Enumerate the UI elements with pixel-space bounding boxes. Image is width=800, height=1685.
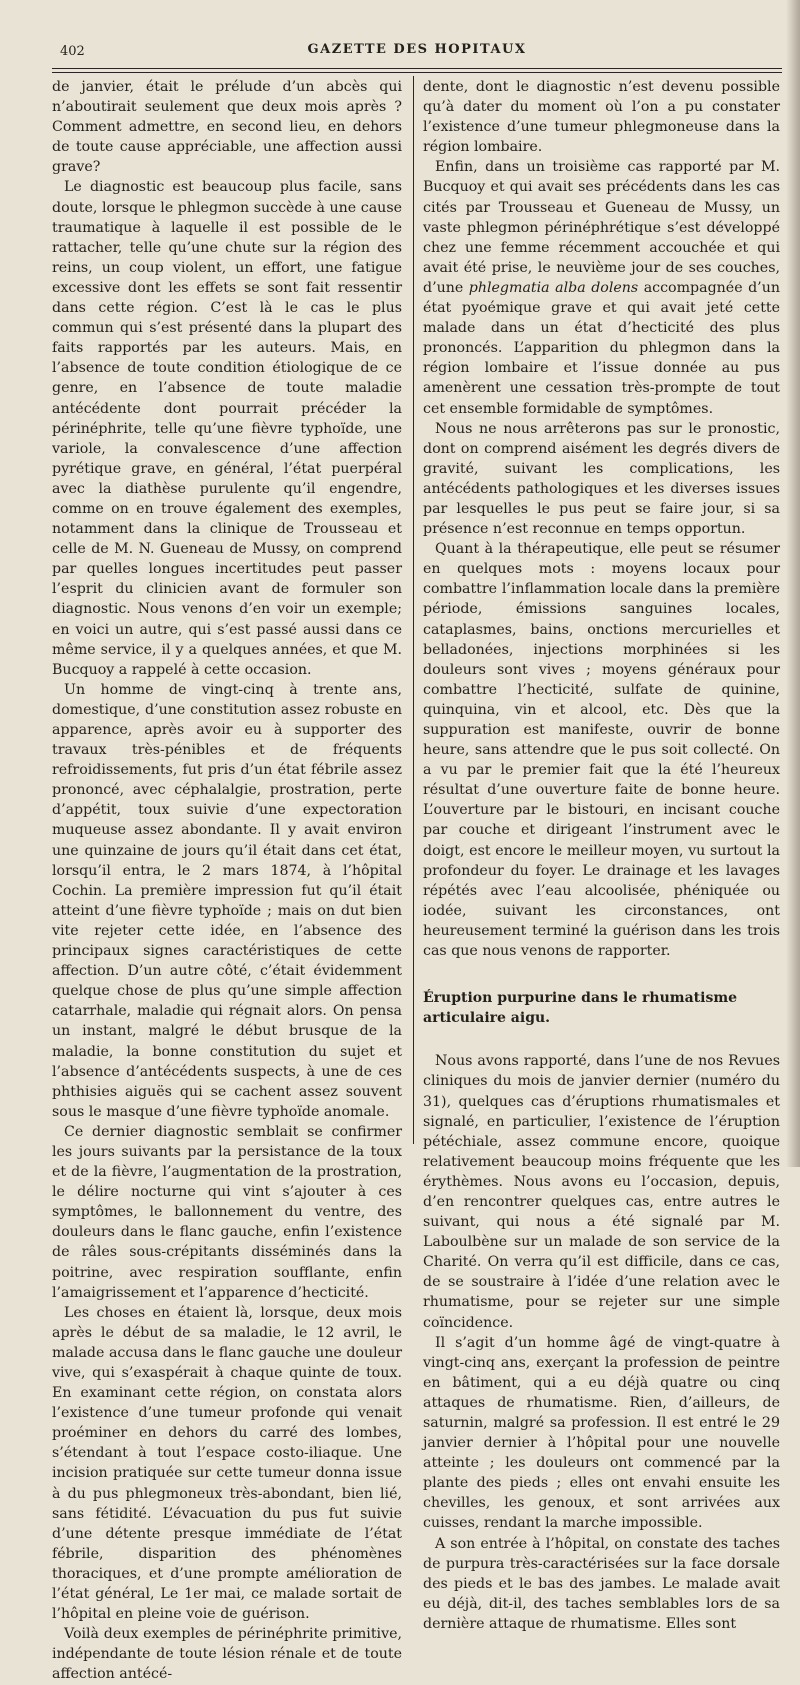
paragraph: A son entrée à l’hôpital, on constate des taches de purpura très-caractérisées sur la face dorsale des pieds et le bas des jambes. Le malade avait eu déjà, dit-il, des taches semblables lors de sa dernière attaque de rhumatisme. Elles sont (423, 1535, 780, 1632)
paragraph-text: Enfin, dans un troisième cas rapporté par M. Bucquoy et qui avait ses précédents dans les cas cités par Trousseau et Gueneau de Mussy, un vaste phlegmon périnéphrétique s’est développé chez une femme récemment accouchée et qui avait été prise, le neuvième jour de ses couches, d’une (423, 159, 780, 296)
paragraph: Un homme de vingt-cinq à trente ans, domestique, d’une constitution assez robuste en apparence, après avoir eu à supporter des travaux très-pénibles et de fréquents refroidissements, fut pris d’un état fébrile assez prononcé, avec céphalalgie, prostration, perte d’appétit, toux suivie d’une expectoration muqueuse assez abondante. Il y avait environ une quinzaine de jours qu’il était dans cet état, lorsqu’il entra, le 2 mars 1874, à l’hôpital Cochin. La première impression fut qu’il était atteint d’une fièvre typhoïde ; mais on dut bien vite rejeter cette idée, en l’absence des principaux signes caractéristiques de cette affection. D’un autre côté, c’était évidemment quelque chose de plus qu’une simple affection catarrhale, maladie qui régnait alors. On pensa un instant, malgré le début brusque de la maladie, la bonne constitution du sujet et l’absence d’antécédents suspects, à une de ces phthisies aiguës qui se cachent assez souvent sous le masque d’une fièvre typhoïde anomale. (52, 681, 402, 1120)
paragraph: Le diagnostic est beaucoup plus facile, sans doute, lorsque le phlegmon succède à une cause traumatique à laquelle il est possible de le rattacher, telle qu’une chute sur la région des reins, un coup violent, un effort, une fatigue excessive dont les effets se sont fait ressentir dans cette région. C’est là le cas le plus commun qui s’est présenté dans la plupart des faits rapportés par les auteurs. Mais, en l’absence de toute condition étiologique de ce genre, en l’absence de toute maladie antécédente dont pourrait précéder la périnéphrite, telle qu’une fièvre typhoïde, une variole, la convalescence d’une affection pyrétique grave, en général, l’état puerpéral avec la diathèse purulente qu’il engendre, comme on en trouve également des exemples, notamment dans la clinique de Trousseau et celle de M. N. Gueneau de Mussy, on comprend par quelles longues incertitudes peut passer l’esprit du clinicien avant de formuler son diagnostic. Nous venons d’en voir un exemple; en voici un autre, qui s’est passé aussi dans ce même service, il y a quelques années, et que M. Bucquoy a rappelé à cette occasion. (52, 179, 402, 678)
paragraph: Voilà deux exemples de périnéphrite primitive, indépendante de toute lésion rénale et de toute affection antécé- (52, 1626, 402, 1683)
paragraph (423, 157, 780, 418)
header-rule-bottom (52, 72, 782, 73)
page-number: 402 (60, 44, 85, 59)
page-edge-shadow (786, 0, 800, 1167)
left-column (52, 77, 402, 1685)
header-rule-top (52, 68, 782, 69)
paragraph: Il s’agit d’un homme âgé de vingt-quatre à vingt-cinq ans, exerçant la profession de peintre en bâtiment, qui a eu déjà quatre ou cinq attaques de rhumatisme. Rien, d’ailleurs, de saturnin, malgré sa profession. Il est entré le 29 janvier dernier à l’hôpital pour une nouvelle atteinte ; les douleurs ont commencé par la plante des pieds ; elles ont envahi ensuite les chevilles, les genoux, et sont arrivées aux cuisses, rendant la marche impossible. (423, 1334, 780, 1532)
right-column (423, 77, 780, 1634)
paragraph: Les choses en étaient là, lorsque, deux mois après le début de sa maladie, le 12 avril, le malade accusa dans le flanc gauche une douleur vive, qui s’exaspérait à chaque quinte de toux. En examinant cette région, on constata alors l’existence d’une tumeur profonde qui venait proéminer en dehors du carré des lombes, s’étendant à tout l’espace costo-iliaque. Une incision pratiquée sur cette tumeur donna issue à du pus phlegmoneux très-abondant, bien lié, sans fétidité. L’évacuation du pus fut suivie d’une détente presque immédiate de l’état fébrile, disparition des phénomènes thoraciques, et d’une prompte amélioration de l’état général, Le 1er mai, ce malade sortait de l’hôpital en pleine voie de guérison. (52, 1304, 402, 1623)
paragraph: Nous ne nous arrêterons pas sur le pronostic, dont on comprend aisément les degrés divers de gravité, suivant les complications, les antécédents pathologiques et les diverses issues par lesquelles le pus peut se faire jour, si sa présence n’est reconnue en temps opportun. (423, 420, 780, 538)
paragraph: Nous avons rapporté, dans l’une de nos Revues cliniques du mois de janvier dernier (numéro du 31), quelques cas d’éruptions rhumatismales et signalé, en particulier, l’existence de l’éruption pétéchiale, assez commune encore, quoique relativement beaucoup moins fréquente que les érythèmes. Nous avons eu l’occasion, depuis, d’en rencontrer quelques cas, entre autres le suivant, qui nous a été signalé par M. Laboulbène sur un malade de son service de la Charité. On verra qu’il est difficile, dans ce cas, de se soustraire à l’idée d’une relation avec le rhumatisme, pour se rejeter sur une simple coïncidence. (423, 1053, 780, 1331)
paragraph-text: accompagnée d’un état pyoémique grave et qui avait jeté cette malade dans un état d’hecticité des plus prononcés. L’apparition du phlegmon dans la région lombaire et l’issue donnée au pus amenèrent une cessation très-prompte de tout cet ensemble formidable de symptômes. (423, 279, 780, 417)
column-divider (413, 76, 414, 1144)
paragraph: Ce dernier diagnostic semblait se confirmer les jours suivants par la persistance de la toux et de la fièvre, l’augmentation de la prostration, le délire nocturne qui vint s’ajouter à ces symptômes, le ballonnement du ventre, des douleurs dans le flanc gauche, enfin l’existence de râles sous-crépitants disséminés dans la poitrine, avec respiration soufflante, enfin l’amaigrissement et l’apparence d’hecticité. (52, 1123, 402, 1301)
journal-title: GAZETTE DES HOPITAUX (307, 42, 527, 57)
page-header (52, 38, 782, 64)
section-title: Éruption purpurine dans le rhumatisme articulaire aigu. (423, 990, 738, 1027)
italic-term: phlegmatia alba dolens (468, 279, 639, 296)
paragraph: de janvier, était le prélude d’un abcès qui n’aboutirait seulement que deux mois après ? Comment admettre, en second lieu, en dehors de toute cause appréciable, une affection aussi grave? (52, 79, 402, 176)
paragraph: Quant à la thérapeutique, elle peut se résumer en quelques mots : moyens locaux pour combattre l’inflammation locale dans la première période, émissions sanguines locales, cataplasmes, bains, onctions mercurielles et belladonées, injections morphinées si les douleurs sont vives ; moyens généraux pour combattre l’hecticité, sulfate de quinine, quinquina, vin et alcool, etc. Dès que la suppuration est manifeste, ouvrir de bonne heure, sans attendre que le pus soit collecté. On a vu par le premier fait que la été l’heureux résultat d’une ouverture faite de bonne heure. L’ouverture par le bistouri, en incisant couche par couche et dirigeant l’instrument avec le doigt, est encore le meilleur moyen, vu surtout la profondeur du foyer. Le drainage et les lavages répétés avec l’eau alcoolisée, phéniquée ou iodée, suivant les circonstances, ont heureusement terminé la guérison dans les trois cas que nous venons de rapporter. (423, 541, 780, 960)
paragraph: dente, dont le diagnostic n’est devenu possible qu’à dater du moment où l’on a pu constater l’existence d’une tumeur phlegmoneuse dans la région lombaire. (423, 79, 780, 156)
